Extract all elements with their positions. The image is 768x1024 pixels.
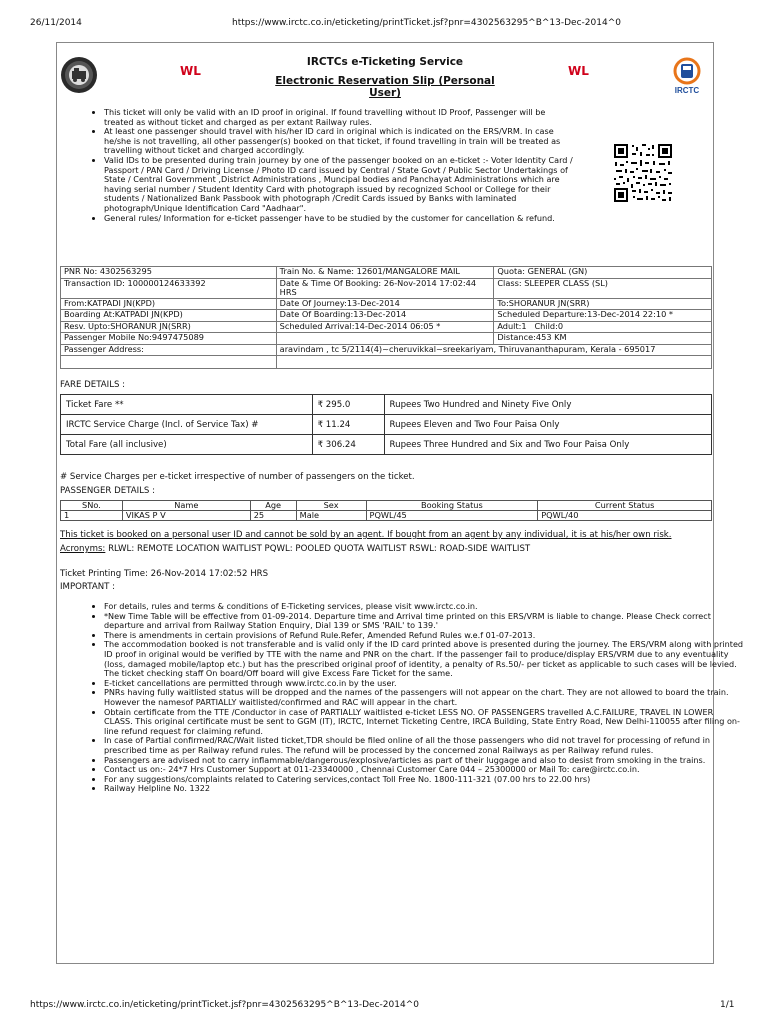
irctc-logo-icon — [666, 56, 708, 96]
column-header: Sex — [296, 501, 366, 511]
important-item: • Contact us on:- 24*7 Hrs Customer Support at 011-23340000 , Chennai Customer Care 044 – 25300000 or Mail To: care@irctc.co.in. — [104, 765, 744, 775]
fare-label: IRCTC Service Charge (Incl. of Service Tax) # — [61, 415, 313, 435]
column-header: Name — [122, 501, 250, 511]
acronyms-line — [60, 544, 530, 554]
fare-row — [61, 395, 712, 415]
passenger-details-title: PASSENGER DETAILS : — [60, 486, 155, 496]
fare-amount-value: 295.0 — [325, 399, 351, 410]
ticket-printing-time: Ticket Printing Time: 26-Nov-2014 17:02:52 HRS — [60, 569, 269, 579]
passenger-name: VIKAS P V — [122, 511, 250, 521]
to-station: To:SHORANUR JN(SRR) — [494, 298, 712, 310]
booking-datetime: Date & Time Of Booking: 26-Nov-2014 17:02:44 HRS — [276, 278, 494, 298]
passenger-count — [494, 321, 712, 333]
adult-count: Adult:1 — [497, 320, 527, 331]
fare-amount — [312, 395, 384, 415]
waitlist-badge-right: WL — [568, 64, 589, 78]
blank-cell — [276, 333, 494, 345]
personal-user-note: This ticket is booked on a personal user ID and cannot be sold by an agent. If bought from an agent by any individual, it is at his/her own risk. — [60, 530, 672, 540]
important-item: • Obtain certificate from the TTE /Conductor in case of PARTIALLY waitlisted e-ticket LESS NO. OF PASSENGERS travelled A.C.FAILURE, TRAVEL IN LOWER CLASS. This original certificate must be sent to GGM (IT), IRCTC, Internet Ticketing Centre, IRCA Building, State Entry Road, New Delhi-110055 after filing on-line refund request for claiming refund. — [104, 708, 744, 737]
important-item: • In case of Partial confirmed/RAC/Wait listed ticket,TDR should be filed online of all the those passengers who did not travel for processing of refund in prescribed time as per Railway refund rules. The refund will be processed by the concerned zonal Railways as per Railway refund rules. — [104, 736, 744, 755]
rule-item: • General rules/ Information for e-ticket passenger have to be studied by the customer for cancellation & refund. — [104, 214, 574, 224]
important-item: • For any suggestions/complaints related to Catering services,contact Toll Free No. 1800-111-321 (07.00 hrs to 22.00 hrs) — [104, 775, 744, 785]
important-item: • *New Time Table will be effective from 01-09-2014. Departure time and Arrival time printed on this ERS/VRM is liable to change. Please Check correct departure and arrival from Railway Station Enquiry, Dial 139 or SMS 'RAIL' to 139.' — [104, 612, 744, 631]
passenger-table — [60, 500, 712, 521]
column-header: Current Status — [538, 501, 712, 511]
pnr-number: PNR No: 4302563295 — [61, 267, 277, 279]
passenger-sno: 1 — [61, 511, 123, 521]
rule-item: • Valid IDs to be presented during train journey by one of the passenger booked on an e-ticket :- Voter Identity Card / Passport / PAN Card / Driving License / Photo ID card issued by Central / State Govt / Public Sector Undertakings of State / Central Government ,District Administrations , Muncipal bodies and Panchayat Administrations which are having serial number / Student Identity Card with photograph issued by recognized School or College for their students / Nationalized Bank Passbook with photograph /Credit Cards issued by Banks with laminated photograph/Unique Identification Card "Aadhaar". — [104, 156, 574, 214]
acronyms-label: Acronyms: — [60, 544, 106, 554]
fare-details-title: FARE DETAILS : — [60, 380, 126, 390]
irctc-logo-text: IRCTC — [674, 86, 700, 95]
page-title: IRCTCs e-Ticketing Service — [306, 56, 464, 68]
rule-item: • At least one passenger should travel with his/her ID card in original which is indicated on the ERS/VRM. In case he/she is not travelling, all other passenger(s) booked on that ticket, if found travelling in train will be treated as travelling without ticket and charged accordingly. — [104, 127, 574, 156]
fare-amount — [312, 415, 384, 435]
quota: Quota: GENERAL (GN) — [494, 267, 712, 279]
boarding-at: Boarding At:KATPADI JN(KPD) — [61, 310, 277, 322]
passenger-mobile: Passenger Mobile No:9497475089 — [61, 333, 277, 345]
important-list — [76, 602, 744, 794]
fare-row — [61, 435, 712, 455]
transaction-id: Transaction ID: 100000124633392 — [61, 278, 277, 298]
important-item: • E-ticket cancellations are permitted through www.irctc.co.in by the user. — [104, 679, 744, 689]
passenger-address: aravindam , tc 5/2114(4)~cheruvikkal~sreekariyam, Thiruvananthapuram, Kerala - 695017 — [276, 344, 711, 356]
reservation-upto: Resv. Upto:SHORANUR JN(SRR) — [61, 321, 277, 333]
scheduled-departure: Scheduled Departure:13-Dec-2014 22:10 * — [494, 310, 712, 322]
column-header: Age — [250, 501, 296, 511]
passenger-sex: Male — [296, 511, 366, 521]
rupee-icon: ₹ — [317, 439, 324, 450]
blank-cell — [276, 356, 711, 369]
fare-words: Rupees Three Hundred and Six and Two Four Paisa Only — [384, 435, 711, 455]
passenger-row — [61, 511, 712, 521]
fare-label: Total Fare (all inclusive) — [61, 435, 313, 455]
important-item: • There is amendments in certain provisions of Refund Rule.Refer, Amended Refund Rules w.e.f 01-07-2013. — [104, 631, 744, 641]
current-status: PQWL/40 — [538, 511, 712, 521]
important-item: • The accommodation booked is not transferable and is valid only if the ID card printed above is presented during the journey. The ERS/VRM along with printed ID proof in original would be verified by TTE with the name and PNR on the chart. If the passenger fail to produce/display ERS/VRM due to any eventuality (loss, damaged mobile/laptop etc.) but has the prescribed original proof of identity, a penalty of Rs.50/- per ticket as applicable to such cases will be levied. The ticket checking staff On board/Off board will give Excess Fare Ticket for the same. — [104, 640, 744, 678]
column-header: SNo. — [61, 501, 123, 511]
from-station: From:KATPADI JN(KPD) — [61, 298, 277, 310]
print-date: 26/11/2014 — [30, 18, 82, 28]
important-item: • Passengers are advised not to carry inflammable/dangerous/explosive/articles as part of their luggage and also to desist from smoking in the trains. — [104, 756, 744, 766]
fare-table — [60, 394, 712, 455]
rule-item: • This ticket will only be valid with an ID proof in original. If found travelling without ID Proof, Passenger will be treated as without ticket and charged as per extant Railway rules. — [104, 108, 574, 127]
travel-class: Class: SLEEPER CLASS (SL) — [494, 278, 712, 298]
scheduled-arrival: Scheduled Arrival:14-Dec-2014 06:05 * — [276, 321, 494, 333]
blank-cell — [61, 356, 277, 369]
rupee-icon: ₹ — [317, 419, 324, 430]
fare-words: Rupees Two Hundred and Ninety Five Only — [384, 395, 711, 415]
ticket-info-table — [60, 266, 712, 369]
journey-date: Date Of Journey:13-Dec-2014 — [276, 298, 494, 310]
fare-amount — [312, 435, 384, 455]
qr-code-icon — [612, 142, 674, 204]
acronyms-text: RLWL: REMOTE LOCATION WAITLIST PQWL: POOLED QUOTA WAITLIST RSWL: ROAD-SIDE WAITLIST — [105, 544, 531, 554]
important-item: • For details, rules and terms & conditions of E-Ticketing services, please visit www.irctc.co.in. — [104, 602, 744, 612]
fare-row — [61, 415, 712, 435]
boarding-date: Date Of Boarding:13-Dec-2014 — [276, 310, 494, 322]
passenger-age: 25 — [250, 511, 296, 521]
fare-amount-value: 306.24 — [325, 439, 356, 450]
train-number-name: Train No. & Name: 12601/MANGALORE MAIL — [276, 267, 494, 279]
fare-words: Rupees Eleven and Two Four Paisa Only — [384, 415, 711, 435]
print-url-top: https://www.irctc.co.in/eticketing/printTicket.jsf?pnr=4302563295^B^13-Dec-2014^0 — [232, 18, 621, 28]
service-charge-note: # Service Charges per e-ticket irrespective of number of passengers on the ticket. — [60, 472, 415, 482]
print-url-bottom: https://www.irctc.co.in/eticketing/printTicket.jsf?pnr=4302563295^B^13-Dec-2014^0 — [30, 1000, 419, 1010]
important-item: • PNRs having fully waitlisted status will be dropped and the names of the passengers will not appear on the chart. They are not allowed to board the train. However the namesof PARTIALLY waitlisted/confirmed and RAC will appear in the chart. — [104, 688, 744, 707]
fare-amount-value: 11.24 — [325, 419, 351, 430]
fare-label: Ticket Fare ** — [61, 395, 313, 415]
rupee-icon: ₹ — [317, 399, 324, 410]
important-item: • Railway Helpline No. 1322 — [104, 784, 744, 794]
passenger-address-label: Passenger Address: — [61, 344, 277, 356]
page-number: 1/1 — [720, 1000, 735, 1010]
distance: Distance:453 KM — [494, 333, 712, 345]
child-count: Child:0 — [534, 320, 564, 331]
important-title: IMPORTANT : — [60, 582, 116, 592]
waitlist-badge-left: WL — [180, 64, 201, 78]
column-header: Booking Status — [366, 501, 538, 511]
booking-status: PQWL/45 — [366, 511, 538, 521]
rules-list — [76, 108, 574, 223]
page-subtitle: Electronic Reservation Slip (Personal User) — [275, 75, 495, 99]
indian-railways-emblem-icon — [60, 56, 98, 94]
passenger-header-row — [61, 501, 712, 511]
